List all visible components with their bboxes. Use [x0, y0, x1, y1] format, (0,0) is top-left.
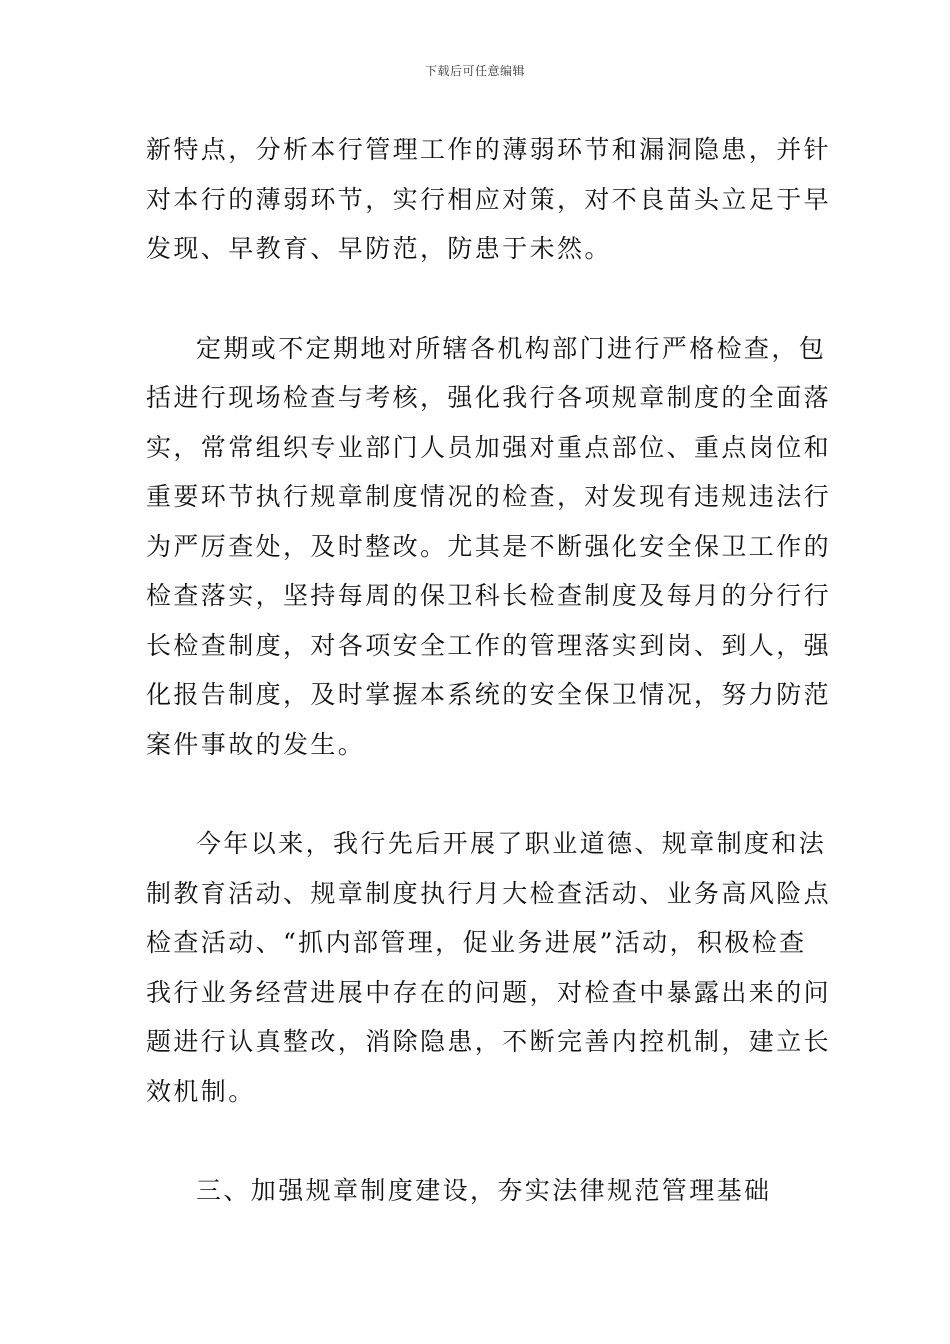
paragraph-line: 题进行认真整改，消除隐患，不断完善内控机制，建立长: [146, 1027, 832, 1056]
paragraph-line: 重要环节执行规章制度情况的检查，对发现有违规违法行: [146, 482, 832, 511]
paragraph-line: 效机制。: [146, 1077, 256, 1106]
paragraph-line: 我行业务经营进展中存在的问题，对检查中暴露出来的问: [146, 978, 832, 1007]
paragraph-line: 案件事故的发生。: [146, 730, 366, 759]
paragraph-line: 新特点，分析本行管理工作的薄弱环节和漏洞隐患，并针: [146, 135, 832, 164]
paragraph-line: 为严厉查处，及时整改。尤其是不断强化安全保卫工作的: [146, 532, 832, 561]
section-heading: 三、加强规章制度建设，夯实法律规范管理基础: [196, 1176, 772, 1205]
page-header: 下载后可任意编辑: [424, 64, 525, 78]
paragraph-line: 制教育活动、规章制度执行月大检查活动、业务高风险点: [146, 879, 832, 908]
paragraph-line: 检查活动、“抓内部管理，促业务进展”活动，积极检查: [146, 928, 807, 957]
paragraph-line: 实，常常组织专业部门人员加强对重点部位、重点岗位和: [146, 433, 832, 462]
paragraph-line: 化报告制度，及时掌握本系统的安全保卫情况，努力防范: [146, 680, 832, 709]
paragraph-line: 长检查制度，对各项安全工作的管理落实到岗、到人，强: [146, 631, 832, 660]
paragraph-line: 今年以来，我行先后开展了职业道德、规章制度和法: [196, 829, 827, 858]
paragraph-line: 发现、早教育、早防范，防患于未然。: [146, 234, 612, 263]
paragraph-line: 定期或不定期地对所辖各机构部门进行严格检查，包: [196, 334, 827, 363]
paragraph-line: 括进行现场检查与考核，强化我行各项规章制度的全面落: [146, 383, 832, 412]
paragraph-line: 检查落实，坚持每周的保卫科长检查制度及每月的分行行: [146, 581, 832, 610]
paragraph-line: 对本行的薄弱环节，实行相应对策，对不良苗头立足于早: [146, 185, 832, 214]
